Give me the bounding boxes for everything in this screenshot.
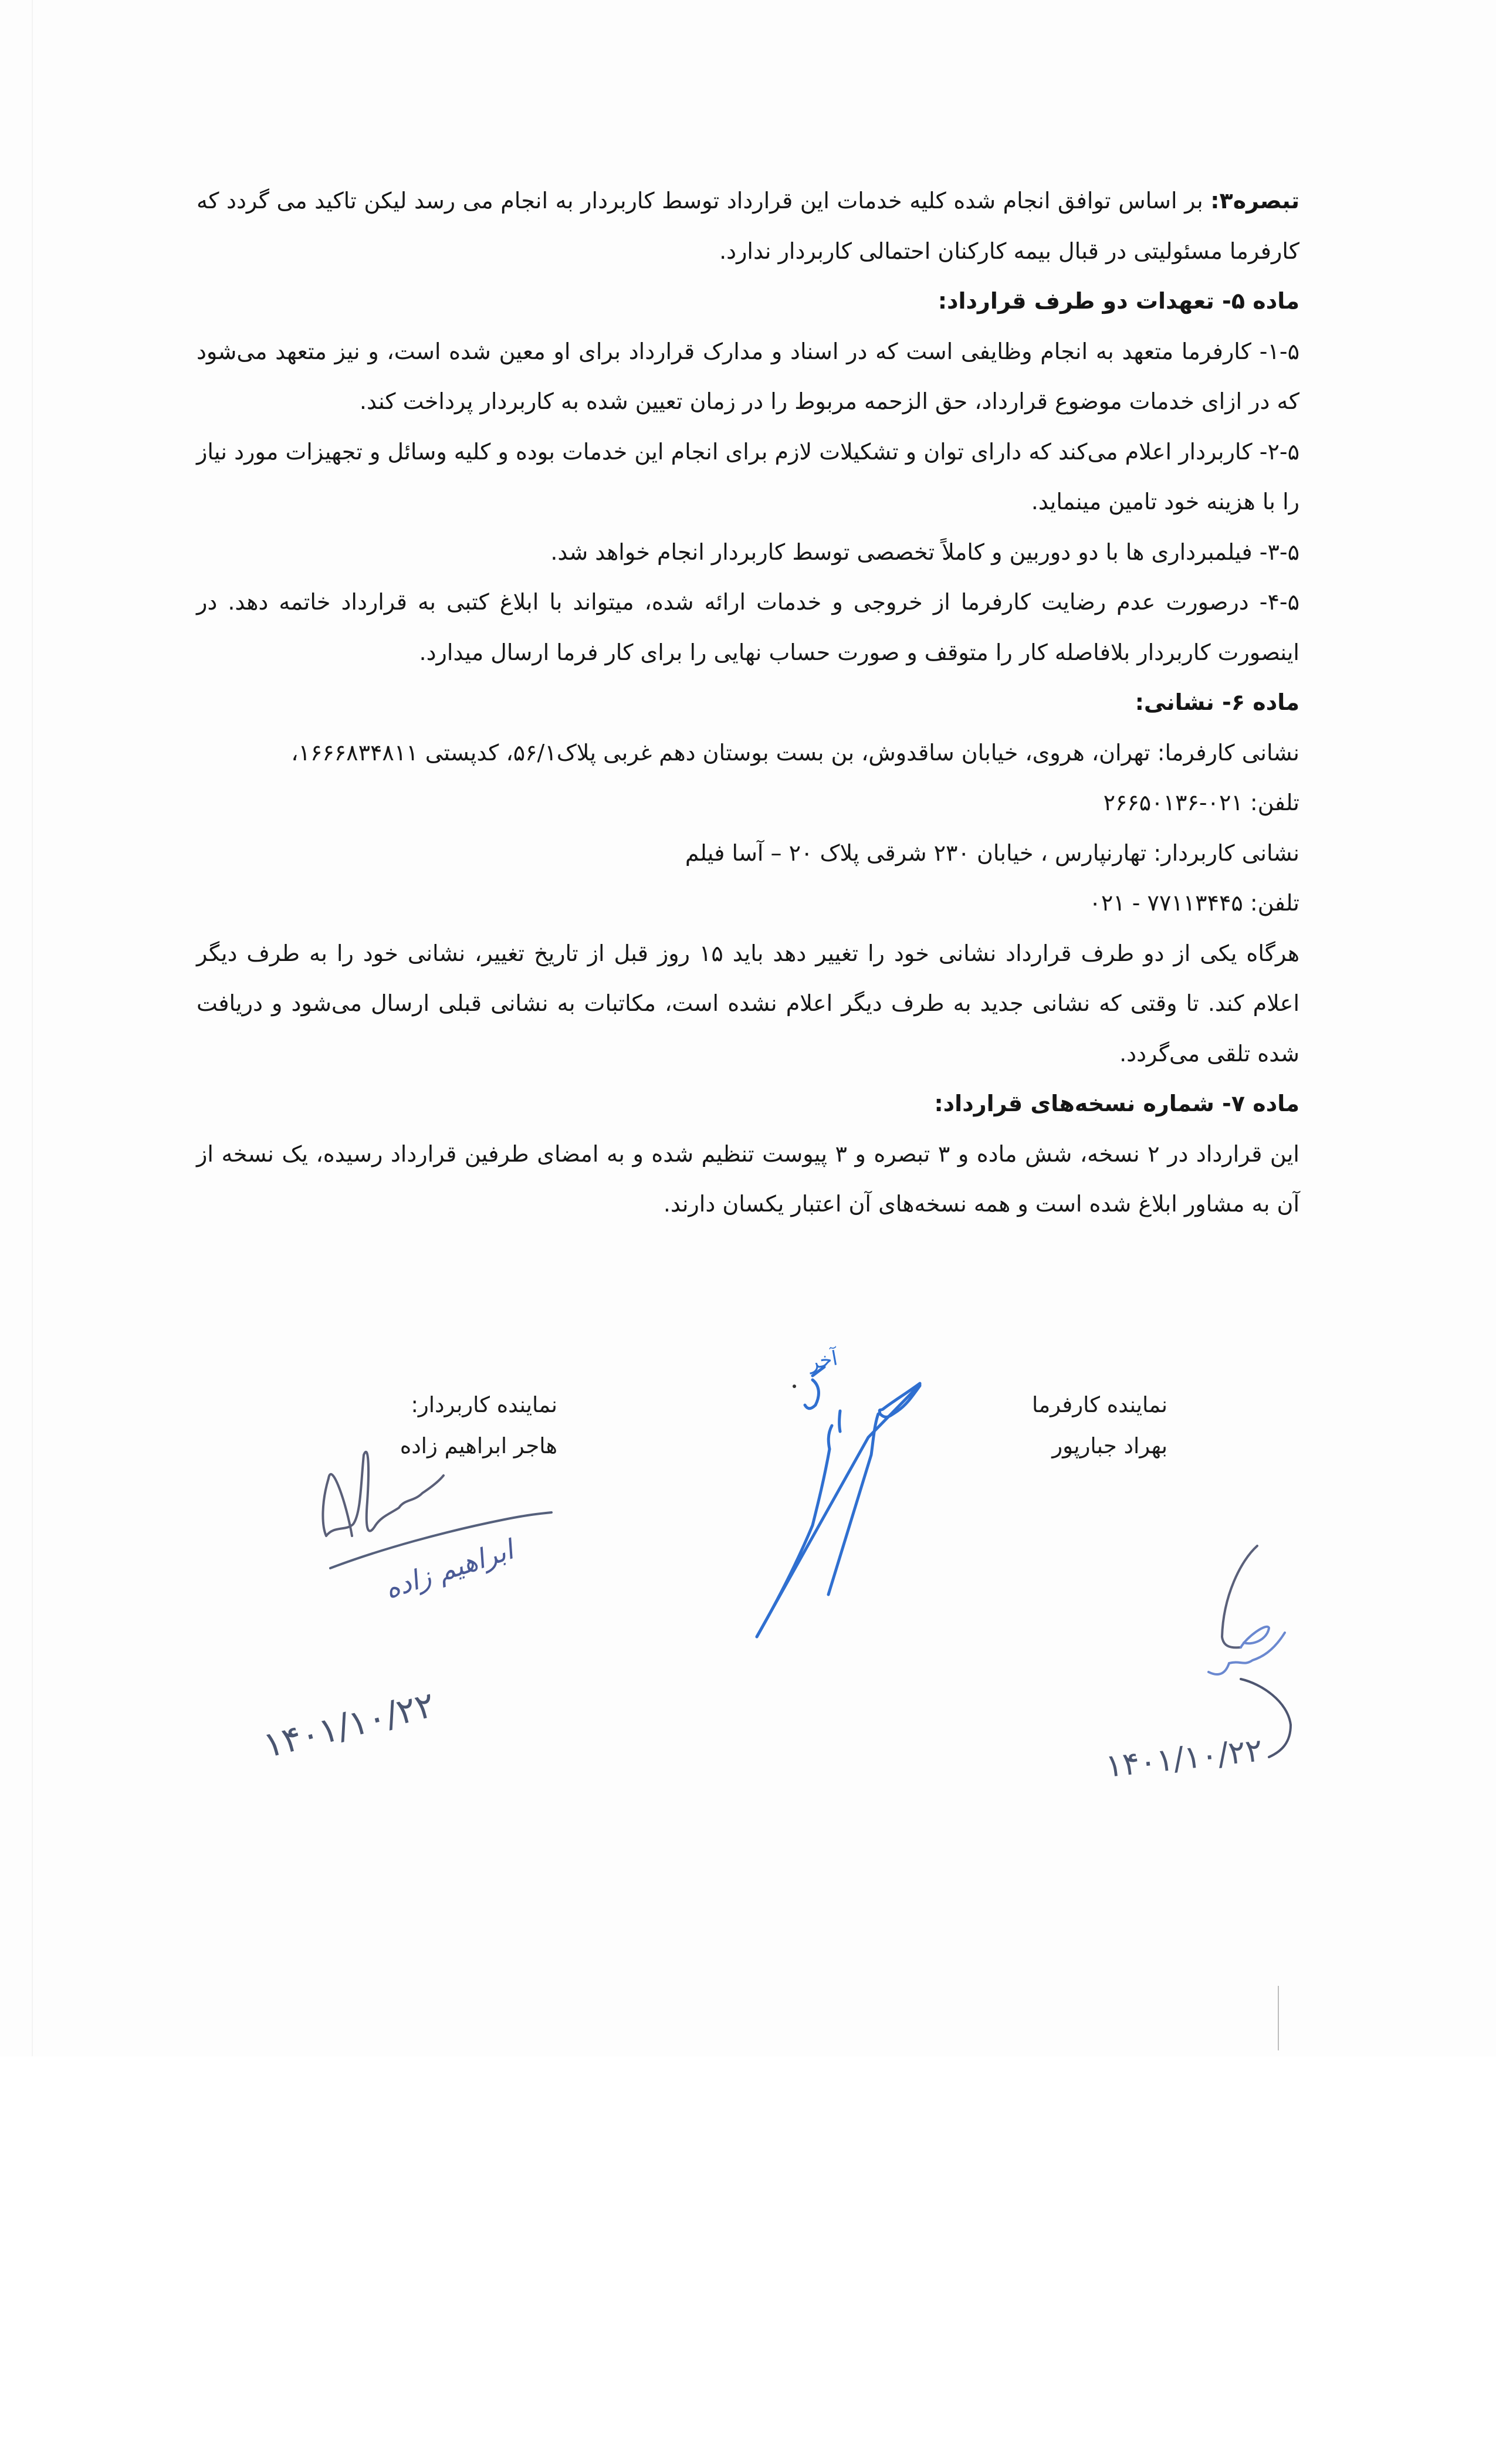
contractor-phone: تلفن: ۷۷۱۱۳۴۴۵ - ۰۲۱	[1089, 890, 1299, 916]
employer-address: نشانی کارفرما: تهران، هروی، خیابان ساقدوش، بن بست بوستان دهم غربی پلاک۵۶/۱، کدپستی ۱۶۶۶۸۳۴۸۱۱،	[291, 739, 1299, 766]
ink-dot	[793, 1385, 796, 1388]
contractor-address: نشانی کاربردار: تهارنپارس ، خیابان ۲۳۰ شرقی پلاک ۲۰ – آسا فیلم	[685, 840, 1299, 866]
article-5-item-3: ۳-۵- فیلمبرداری ها با دو دوربین و کاملاً تخصصی توسط کاربردار انجام خواهد شد.	[550, 539, 1299, 565]
employer-initials	[1209, 1546, 1291, 1757]
contractor-role: نماینده کاربردار:	[411, 1392, 557, 1417]
note-3-text: بر اساس توافق انجام شده کلیه خدمات این قرارداد توسط کاربردار به انجام می رسد لیکن تاکید می گردد که کارفرما مسئولیتی در قبال بیمه کارکنان احتمالی کاربردار ندارد.	[197, 188, 1299, 264]
contractor-name: هاجر ابراهیم زاده	[400, 1433, 557, 1458]
article-5-item-4: ۴-۵- درصورت عدم رضایت کارفرما از خروجی و خدمات ارائه شده، میتواند با ابلاغ کتبی به قرارداد خاتمه دهد. در اینصورت کاربردار بلافاصله کار را متوقف و صورت حساب نهایی را برای کار فرما ارسال میدارد.	[197, 589, 1299, 665]
article-7-title: ماده ۷- شماره نسخه‌های قرارداد:	[934, 1091, 1299, 1116]
article-5-item-2: ۲-۵- کاربردار اعلام می‌کند که دارای توان و تشکیلات لازم برای انجام این خدمات بوده و کلیه وسائل و تجهیزات مورد نیاز را با هزینه خود تامین مینماید.	[197, 438, 1299, 515]
contractor-handwritten-date: ۱۴۰۱/۱۰/۲۲	[259, 1684, 439, 1766]
article-6-title: ماده ۶- نشانی:	[1135, 689, 1299, 715]
article-5-title: ماده ۵- تعهدات دو طرف قرارداد:	[937, 288, 1299, 314]
employer-handwritten-date: ۱۴۰۱/۱۰/۲۲	[1104, 1731, 1264, 1785]
article-5-item-1: ۱-۵- کارفرما متعهد به انجام وظایفی است که در اسناد و مدارک قرارداد برای او معین شده است، و نیز متعهد می‌شود که در ازای خدمات موضوع قرارداد، حق الزحمه مربوط را در زمان تعیین شده به کاربردار پرداخت کند.	[197, 338, 1299, 414]
note-3-label: تبصره۳:	[1210, 188, 1299, 214]
address-change-clause: هرگاه یکی از دو طرف قرارداد نشانی خود را تغییر دهد باید ۱۵ روز قبل از تاریخ تغییر، نشانی خود را به طرف دیگر اعلام کند. تا وقتی که نشانی جدید به طرف دیگر اعلام نشده است، مکاتبات به نشانی قبلی ارسال می‌شود و دریافت شده تلقی می‌گردد.	[197, 940, 1300, 1067]
employer-signature	[757, 1367, 920, 1637]
contractor-signature	[323, 1452, 551, 1568]
contractor-handwritten-name: ابراهیم زاده	[380, 1534, 517, 1605]
employer-handwritten-note: آخر	[807, 1346, 840, 1375]
employer-role: نماینده کارفرما	[1032, 1392, 1167, 1417]
article-7-text: این قرارداد در ۲ نسخه، شش ماده و ۳ تبصره و ۳ پیوست تنظیم شده و به امضای طرفین قرارداد رسیده، یک نسخه از آن به مشاور ابلاغ شده است و همه نسخه‌های آن اعتبار یکسان دارند.	[197, 1140, 1299, 1217]
employer-phone: تلفن: ۰۲۱-۲۶۶۵۰۱۳۶	[1103, 790, 1299, 815]
employer-name: بهراد جبارپور	[1052, 1433, 1167, 1458]
